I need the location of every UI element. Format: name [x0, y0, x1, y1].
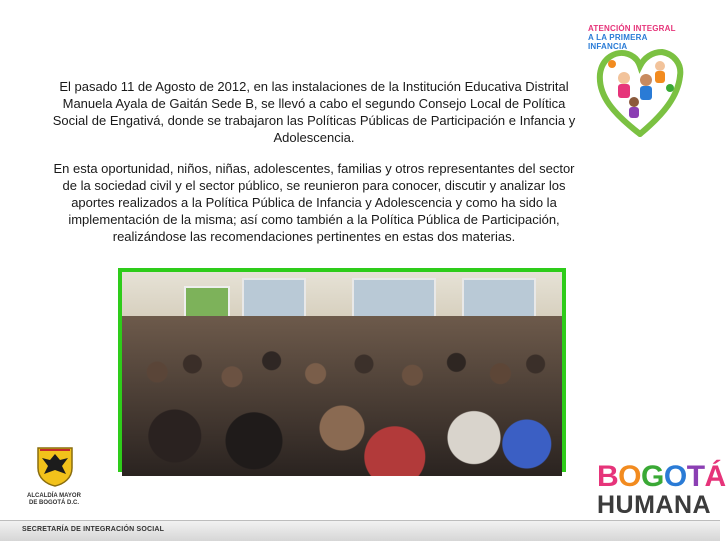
- photo-crowd: [122, 316, 562, 476]
- atencion-integral-logo: [588, 24, 688, 51]
- child-face-icon: [629, 97, 639, 107]
- logo-subtitle-text: A LA PRIMERA INFANCIA: [588, 33, 648, 51]
- child-face-icon: [655, 61, 665, 71]
- alcaldia-label-line2: DE BOGOTÁ D.C.: [28, 500, 79, 506]
- event-photo: [118, 268, 566, 472]
- bogota-letter: Á: [704, 460, 726, 493]
- bogota-letter: B: [597, 460, 619, 493]
- footer-bar: [0, 520, 720, 541]
- alcaldia-label: [24, 493, 84, 507]
- paragraph-2: En esta oportunidad, niños, niñas, adolescentes, familias y otros representantes del sector de la sociedad civil y el sector público, se reunieron para conocer, discutir y analizar los aportes realizados a la Política Pública de Infancia y Adolescencia y como ha sido la implementación de la misma; así como también a la Política Pública de Participación, realizándose las recomendaciones pertinentes en estas dos materias.: [53, 161, 575, 244]
- bogota-letter: O: [663, 460, 687, 493]
- paragraph-1: El pasado 11 de Agosto de 2012, en las instalaciones de la Institución Educativa Distrital Manuela Ayala de Gaitán Sede B, se llevó a cabo el segundo Consejo Local de Política Social de Engativá, donde se trabajaron las Políticas Públicas de Participación e Infancia y Adolescencia.: [52, 79, 576, 145]
- bogota-letter: O: [618, 460, 642, 493]
- bogota-text: [597, 460, 726, 493]
- logo-title-text: ATENCIÓN INTEGRAL: [588, 24, 676, 33]
- photo-wall-map: [184, 286, 230, 320]
- footer-label: SECRETARÍA DE INTEGRACIÓN SOCIAL: [22, 526, 165, 533]
- humana-word: HUMANA: [597, 491, 712, 519]
- alcaldia-label-line1: ALCALDÍA MAYOR: [27, 493, 81, 499]
- bogota-letter: T: [686, 460, 705, 493]
- logo-title-line1: [588, 24, 688, 33]
- heart-icon: [594, 44, 686, 140]
- child-face-icon: [640, 74, 652, 86]
- alcaldia-logo: [27, 444, 81, 507]
- bogota-humana-logo: [597, 460, 726, 519]
- bogota-word: [597, 460, 726, 493]
- coat-of-arms-icon: [30, 444, 80, 486]
- bogota-letter: G: [641, 460, 664, 493]
- child-face-icon: [618, 72, 630, 84]
